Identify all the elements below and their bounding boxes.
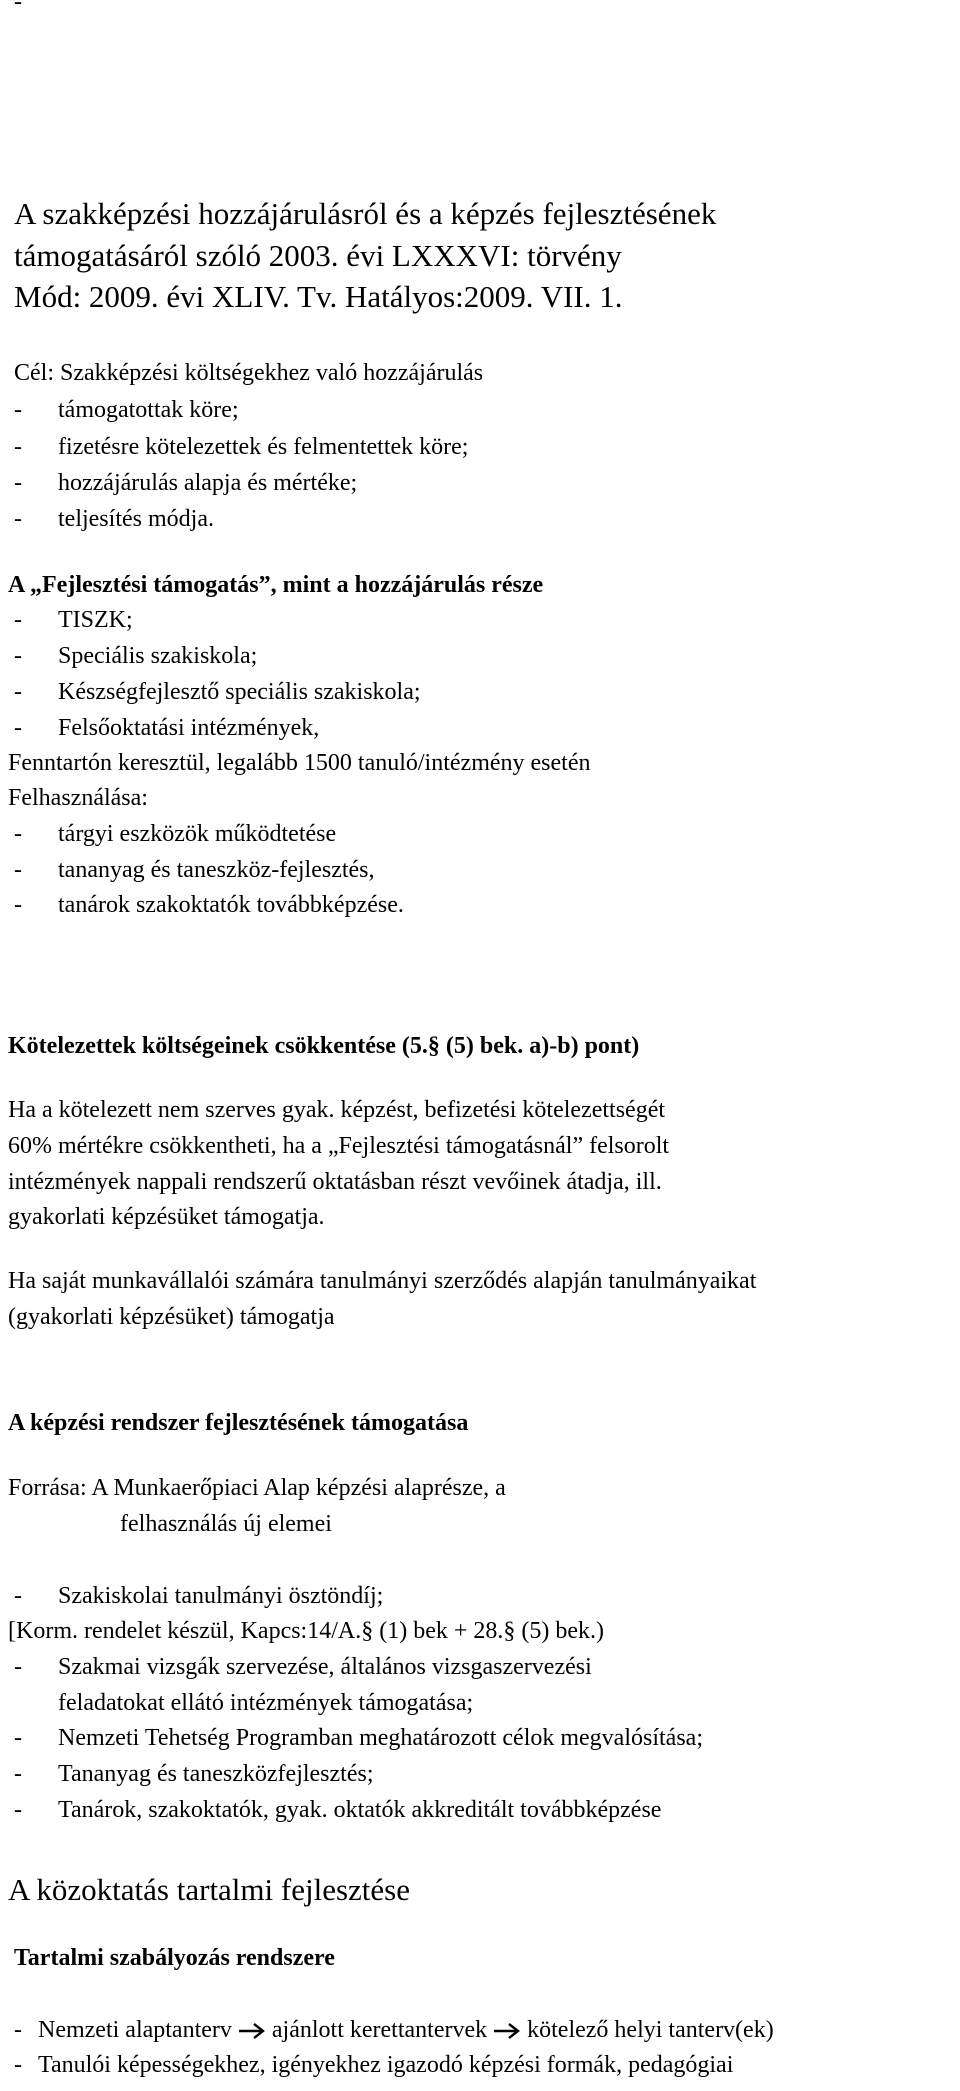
cel-heading: Cél: Szakképzési költségekhez való hozzájárulás — [14, 360, 484, 386]
fejlesztesi-note: Fenntartón keresztül, legalább 1500 tanuló/intézmény esetén — [8, 750, 591, 776]
kepzesi-korm-note: [Korm. rendelet készül, Kapcs:14/A.§ (1) bek + 28.§ (5) bek.) — [8, 1618, 605, 1644]
fejlesztesi-item: - Készségfejlesztő speciális szakiskola; — [14, 679, 421, 705]
felhasznalasa-heading: Felhasználása: — [8, 785, 148, 811]
kepzesi-item: - Tanárok, szakoktatók, gyak. oktatók akkreditált továbbképzése — [14, 1797, 662, 1823]
kepzesi-source-line-2: felhasználás új elemei — [120, 1511, 332, 1537]
fejlesztesi-item: - Felsőoktatási intézmények, — [14, 715, 320, 741]
kepzesi-item: - Nemzeti Tehetség Programban meghatározott célok megvalósítása; — [14, 1725, 703, 1751]
kepzesi-item: - Szakiskolai tanulmányi ösztöndíj; — [14, 1583, 384, 1609]
right-arrow-icon — [493, 2019, 521, 2047]
kozoktatas-heading: A közoktatás tartalmi fejlesztése — [8, 1872, 410, 1907]
kepzesi-heading: A képzési rendszer fejlesztésének támogatása — [8, 1410, 469, 1436]
kepzesi-source-line-1: Forrása: A Munkaerőpiaci Alap képzési alaprésze, a — [8, 1475, 506, 1501]
fejlesztesi-item: - TISZK; — [14, 607, 133, 633]
kozoktatas-item: - Tanulói képességekhez, igényekhez igazodó képzési formák, pedagógiai — [14, 2052, 734, 2078]
kotelezettek-para2-line: Ha saját munkavállalói számára tanulmányi szerződés alapján tanulmányaikat — [8, 1268, 757, 1294]
fejlesztesi-heading: A „Fejlesztési támogatás”, mint a hozzájárulás része — [8, 572, 544, 598]
felhasznalasa-item: - tárgyi eszközök működtetése — [14, 821, 337, 847]
title-line-3: Mód: 2009. évi XLIV. Tv. Hatályos:2009. VII. 1. — [14, 279, 623, 314]
cel-item: - támogatottak köre; — [14, 397, 239, 423]
felhasznalasa-item: - tananyag és taneszköz-fejlesztés, — [14, 857, 375, 883]
top-mark: - — [14, 0, 22, 15]
kepzesi-item: - Tananyag és taneszközfejlesztés; — [14, 1761, 374, 1787]
kotelezettek-para1-line: 60% mértékre csökkentheti, ha a „Fejlesztési támogatásnál” felsorolt — [8, 1133, 670, 1159]
kepzesi-item: - Szakmai vizsgák szervezése, általános vizsgaszervezési — [14, 1654, 592, 1680]
title-line-2: támogatásáról szóló 2003. évi LXXXVI: törvény — [14, 238, 622, 273]
cel-item: - fizetésre kötelezettek és felmentettek köre; — [14, 434, 469, 460]
kotelezettek-para1-line: gyakorlati képzésüket támogatja. — [8, 1204, 325, 1230]
title-line-1: A szakképzési hozzájárulásról és a képzés fejlesztésének — [14, 196, 717, 231]
right-arrow-icon — [238, 2019, 266, 2047]
kotelezettek-para2-line: (gyakorlati képzésüket) támogatja — [8, 1304, 335, 1330]
kozoktatas-item: - Nemzeti alaptanterv ajánlott kerettantervek kötelező helyi tanterv(ek) — [14, 2016, 774, 2047]
felhasznalasa-item: - tanárok szakoktatók továbbképzése. — [14, 892, 404, 918]
cel-item: - hozzájárulás alapja és mértéke; — [14, 470, 358, 496]
kozoktatas-subheading: Tartalmi szabályozás rendszere — [14, 1945, 335, 1971]
kotelezettek-heading: Kötelezettek költségeinek csökkentése (5.§ (5) bek. a)-b) pont) — [8, 1033, 640, 1059]
fejlesztesi-item: - Speciális szakiskola; — [14, 643, 258, 669]
kepzesi-item-continuation: feladatokat ellátó intézmények támogatása; — [58, 1690, 474, 1716]
cel-item: - teljesítés módja. — [14, 506, 214, 532]
kotelezettek-para1-line: intézmények nappali rendszerű oktatásban részt vevőinek átadja, ill. — [8, 1169, 662, 1195]
kotelezettek-para1-line: Ha a kötelezett nem szerves gyak. képzést, befizetési kötelezettségét — [8, 1097, 666, 1123]
